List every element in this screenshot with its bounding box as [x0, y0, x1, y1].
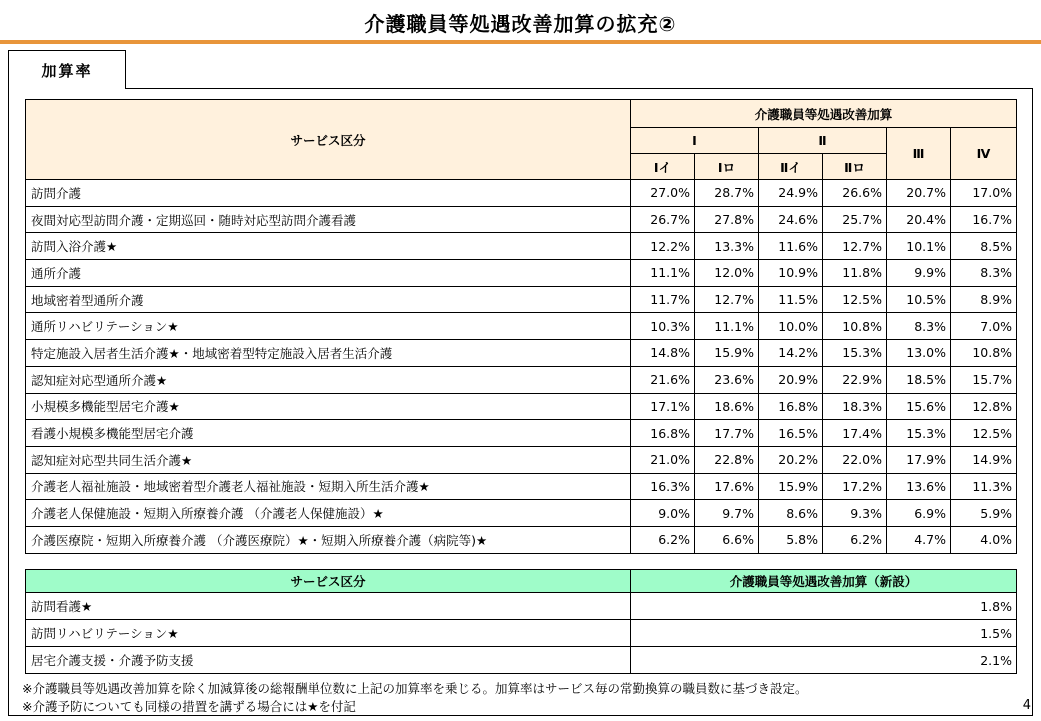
table-row — [26, 593, 1017, 620]
rate-cell: 16.8% — [759, 393, 823, 420]
table-row — [26, 260, 1017, 287]
table-row — [26, 180, 1017, 207]
page-number: 4 — [1022, 698, 1031, 713]
rate-cell: 16.3% — [631, 473, 695, 500]
rate-cell: 12.5% — [823, 286, 887, 313]
rate-cell: 5.8% — [759, 526, 823, 553]
level-III-header: Ⅲ — [887, 128, 951, 180]
rate-cell: 20.9% — [759, 366, 823, 393]
group-header: 介護職員等処遇改善加算 — [631, 100, 1017, 128]
rate-cell: 22.8% — [695, 446, 759, 473]
rate-cell: 8.5% — [951, 233, 1017, 260]
rate-cell: 11.1% — [631, 260, 695, 287]
rate-cell: 20.4% — [887, 206, 951, 233]
rate-cell: 8.9% — [951, 286, 1017, 313]
rate-cell: 17.0% — [951, 180, 1017, 207]
section-tab: 加算率 — [8, 50, 126, 89]
rate-cell: 18.3% — [823, 393, 887, 420]
rate-cell: 12.0% — [695, 260, 759, 287]
table-row — [26, 500, 1017, 527]
service-name: 介護老人福祉施設・地域密着型介護老人福祉施設・短期入所生活介護★ — [26, 473, 631, 500]
sub-header-Iro: Ⅰロ — [695, 154, 759, 180]
sub-header-IIi: Ⅱイ — [759, 154, 823, 180]
footnote: ※介護予防についても同様の措置を講ずる場合には★を付記 — [22, 699, 356, 714]
service-name: 訪問介護 — [26, 180, 631, 207]
rate-cell: 12.5% — [951, 420, 1017, 447]
title-underline — [0, 40, 1041, 44]
table-row — [26, 206, 1017, 233]
rate-cell: 12.7% — [823, 233, 887, 260]
table-row — [26, 393, 1017, 420]
rate-cell: 21.6% — [631, 366, 695, 393]
level-II-header: Ⅱ — [759, 128, 887, 154]
rate-cell: 14.2% — [759, 340, 823, 367]
rate-cell: 10.5% — [887, 286, 951, 313]
service-name: 訪問看護★ — [26, 593, 631, 620]
rate-cell: 10.0% — [759, 313, 823, 340]
table-row — [26, 420, 1017, 447]
rate-cell: 20.2% — [759, 446, 823, 473]
service-name: 訪問入浴介護★ — [26, 233, 631, 260]
rate-cell: 14.8% — [631, 340, 695, 367]
rate-cell: 12.7% — [695, 286, 759, 313]
rate-cell: 11.8% — [823, 260, 887, 287]
service-header-2: サービス区分 — [26, 570, 631, 593]
rate-cell: 23.6% — [695, 366, 759, 393]
rate-cell: 17.4% — [823, 420, 887, 447]
rate-cell: 11.5% — [759, 286, 823, 313]
new-rate-header: 介護職員等処遇改善加算（新設） — [631, 570, 1017, 593]
rate-cell: 6.9% — [887, 500, 951, 527]
rate-cell: 17.6% — [695, 473, 759, 500]
service-name: 通所介護 — [26, 260, 631, 287]
rate-cell: 12.8% — [951, 393, 1017, 420]
rate-cell: 10.1% — [887, 233, 951, 260]
sub-header-IIro: Ⅱロ — [823, 154, 887, 180]
table-row — [26, 340, 1017, 367]
service-name: 特定施設入居者生活介護★・地域密着型特定施設入居者生活介護 — [26, 340, 631, 367]
rate-cell: 15.7% — [951, 366, 1017, 393]
rate-cell: 10.8% — [823, 313, 887, 340]
rate-cell: 8.3% — [887, 313, 951, 340]
rate-cell: 13.3% — [695, 233, 759, 260]
rate-cell: 13.6% — [887, 473, 951, 500]
page-title: 介護職員等処遇改善加算の拡充② — [364, 12, 677, 36]
service-name: 訪問リハビリテーション★ — [26, 620, 631, 647]
rate-cell: 27.0% — [631, 180, 695, 207]
rate-cell: 10.9% — [759, 260, 823, 287]
rate-cell: 15.9% — [695, 340, 759, 367]
footnotes — [22, 680, 807, 716]
rate-cell: 17.9% — [887, 446, 951, 473]
rate-cell: 9.3% — [823, 500, 887, 527]
service-name: 介護医療院・短期入所療養介護 （介護医療院）★・短期入所療養介護（病院等)★ — [26, 526, 631, 553]
rate-cell: 2.1% — [631, 647, 1017, 674]
rates-table — [25, 99, 1017, 554]
rate-cell: 17.1% — [631, 393, 695, 420]
rate-cell: 24.9% — [759, 180, 823, 207]
rate-cell: 22.0% — [823, 446, 887, 473]
table-row — [26, 233, 1017, 260]
service-name: 通所リハビリテーション★ — [26, 313, 631, 340]
table-row — [26, 473, 1017, 500]
service-name: 小規模多機能型居宅介護★ — [26, 393, 631, 420]
rate-cell: 6.2% — [631, 526, 695, 553]
table-row — [26, 366, 1017, 393]
rate-cell: 11.7% — [631, 286, 695, 313]
table-row — [26, 313, 1017, 340]
rate-cell: 16.5% — [759, 420, 823, 447]
rate-cell: 15.6% — [887, 393, 951, 420]
rate-cell: 24.6% — [759, 206, 823, 233]
service-name: 地域密着型通所介護 — [26, 286, 631, 313]
rate-cell: 10.3% — [631, 313, 695, 340]
rate-cell: 27.8% — [695, 206, 759, 233]
rate-cell: 28.7% — [695, 180, 759, 207]
rate-cell: 18.6% — [695, 393, 759, 420]
service-name: 夜間対応型訪問介護・定期巡回・随時対応型訪問介護看護 — [26, 206, 631, 233]
service-header: サービス区分 — [26, 100, 631, 180]
sub-header-Ii: Ⅰイ — [631, 154, 695, 180]
rate-cell: 26.6% — [823, 180, 887, 207]
rate-cell: 11.3% — [951, 473, 1017, 500]
rate-cell: 25.7% — [823, 206, 887, 233]
service-name: 居宅介護支援・介護予防支援 — [26, 647, 631, 674]
table-row — [26, 620, 1017, 647]
rate-cell: 9.7% — [695, 500, 759, 527]
service-name: 介護老人保健施設・短期入所療養介護 （介護老人保健施設）★ — [26, 500, 631, 527]
rate-cell: 15.9% — [759, 473, 823, 500]
footnote: ※介護職員等処遇改善加算を除く加減算後の総報酬単位数に上記の加算率を乗じる。加算率はサービス毎の常勤換算の職員数に基づき設定。 — [22, 681, 808, 696]
rate-cell: 9.0% — [631, 500, 695, 527]
rate-cell: 5.9% — [951, 500, 1017, 527]
rate-cell: 1.5% — [631, 620, 1017, 647]
rate-cell: 18.5% — [887, 366, 951, 393]
rate-cell: 16.7% — [951, 206, 1017, 233]
rate-cell: 6.6% — [695, 526, 759, 553]
service-name: 看護小規模多機能型居宅介護 — [26, 420, 631, 447]
level-IV-header: Ⅳ — [951, 128, 1017, 180]
rate-cell: 9.9% — [887, 260, 951, 287]
rate-cell: 4.7% — [887, 526, 951, 553]
rate-cell: 15.3% — [887, 420, 951, 447]
rate-cell: 4.0% — [951, 526, 1017, 553]
table-row — [26, 446, 1017, 473]
rate-cell: 12.2% — [631, 233, 695, 260]
rate-cell: 7.0% — [951, 313, 1017, 340]
new-rates-table — [25, 569, 1017, 674]
table-row — [26, 526, 1017, 553]
rate-cell: 1.8% — [631, 593, 1017, 620]
rate-cell: 22.9% — [823, 366, 887, 393]
rate-cell: 6.2% — [823, 526, 887, 553]
rate-cell: 16.8% — [631, 420, 695, 447]
level-I-header: Ⅰ — [631, 128, 759, 154]
rate-cell: 26.7% — [631, 206, 695, 233]
table-row — [26, 647, 1017, 674]
rate-cell: 13.0% — [887, 340, 951, 367]
rate-cell: 21.0% — [631, 446, 695, 473]
rate-cell: 10.8% — [951, 340, 1017, 367]
rate-cell: 8.3% — [951, 260, 1017, 287]
rate-cell: 11.1% — [695, 313, 759, 340]
rate-cell: 15.3% — [823, 340, 887, 367]
rate-cell: 14.9% — [951, 446, 1017, 473]
rate-cell: 17.7% — [695, 420, 759, 447]
rate-cell: 8.6% — [759, 500, 823, 527]
service-name: 認知症対応型通所介護★ — [26, 366, 631, 393]
rate-cell: 11.6% — [759, 233, 823, 260]
rate-cell: 17.2% — [823, 473, 887, 500]
table-row — [26, 286, 1017, 313]
rate-cell: 20.7% — [887, 180, 951, 207]
service-name: 認知症対応型共同生活介護★ — [26, 446, 631, 473]
